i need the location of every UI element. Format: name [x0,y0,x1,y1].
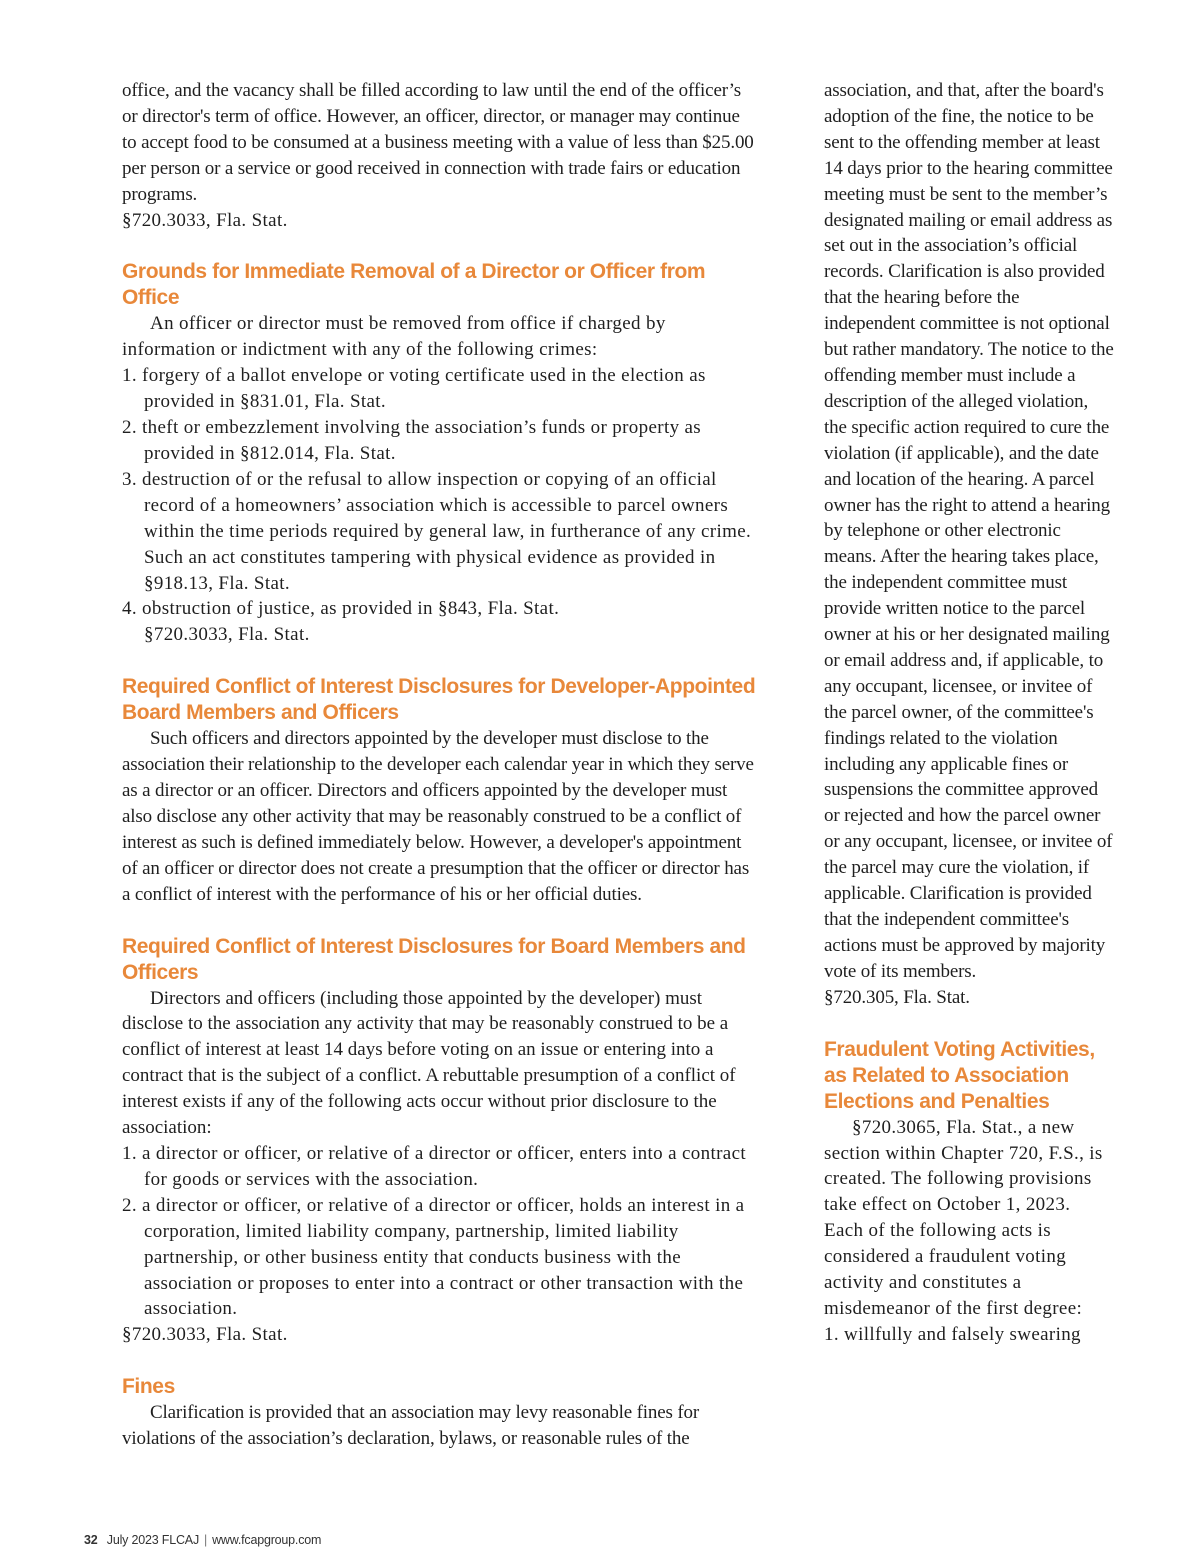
list-item: 1. a director or officer, or relative of a director or officer, enters into a contract for goods or services with the association. [122,1143,746,1190]
board-disclosure-heading: Required Conflict of Interest Disclosures for Board Members and Officers [122,934,746,984]
fraudulent-voting-paragraph: §720.3065, Fla. Stat., a new section within Chapter 720, F.S., is created. The following provisions take effect on October 1, 2023. Each of the following acts is considered a fraudulent voting activity and constitutes a misdemeanor of the first degree: [824,1116,1103,1319]
fines-heading: Fines [122,1375,175,1399]
list-item: 2. theft or embezzlement involving the association’s funds or property as provided in §812.014, Fla. Stat. [122,417,702,464]
board-disclosure-citation: §720.3033, Fla. Stat. [122,1324,288,1346]
developer-disclosure-paragraph: Such officers and directors appointed by the developer must disclose to the association their relationship to the developer each calendar year in which they serve as a director or an officer. Directors and officers appointed by the developer must also disclose any other activity that may be reasonably construed to be a conflict of interest as such is defined immediately below. However, a developer's appointment of an officer or director does not create a presumption that the officer or director has a conflict of interest with the performance of his or her official duties. [122,728,754,905]
list-item: 1. forgery of a ballot envelope or voting certificate used in the election as provided in §831.01, Fla. Stat. [122,365,706,413]
list-item: 2. a director or officer, or relative of a director or officer, holds an interest in a corporation, limited liability company, partnership, limited liability partnership, or other business entity that conducts business with the association or proposes to enter into a contract or other transaction with the association. [122,1194,745,1320]
issue-date: July 2023 [106,1533,159,1547]
fines-paragraph: Clarification is provided that an association may levy reasonable fines for violations of the association’s declaration, bylaws, or reasonable rules of the [122,1402,700,1450]
developer-disclosure-heading: Required Conflict of Interest Disclosures for Developer-Appointed Board Members and Officers [122,675,756,725]
publication-name: FLCAJ [161,1533,199,1547]
page-footer [84,1533,321,1547]
website-link[interactable]: www.fcapgroup.com [212,1533,322,1547]
right-column [824,78,1114,1348]
page-number: 32 [84,1533,98,1547]
list-item: 3. destruction of or the refusal to allow inspection or copying of an official record of a homeowners’ association which is accessible to parcel owners within the time periods required by general law, in furtherance of any crime. Such an act constitutes tampering with physical evidence as provided in §918.13, Fla. Stat. [122,468,752,594]
removal-paragraph: An officer or director must be removed from office if charged by information or indictment with any of the following crimes: [122,313,666,361]
fines-continued-paragraph: association, and that, after the board's adoption of the fine, the notice to be sent to the offending member at least 14 days prior to the hearing committee meeting must be sent to the member’s designated mailing or email address as set out in the association’s official records. Clarification is also provided that the hearing before the independent committee is not optional but rather mandatory. The notice to the offending member must include a description of the alleged violation, the specific action required to cure the violation (if applicable), and the date and location of the hearing. A parcel owner has the right to attend a hearing by telephone or other electronic means. After the hearing takes place, the independent committee must provide written notice to the parcel owner at his or her designated mailing or email address and, if applicable, to any occupant, licensee, or invitee of the parcel owner, of the committee's findings related to the violation including any applicable fines or suspensions the committee approved or rejected and how the parcel owner or any occupant, licensee, or invitee of the parcel may cure the violation, if applicable. Clarification is provided that the independent committee's actions must be approved by majority vote of its members. [824,80,1114,982]
left-column [122,78,758,1452]
fraudulent-voting-heading: Fraudulent Voting Activities, as Related to Association Elections and Penalties [824,1037,1095,1113]
removal-citation: §720.3033, Fla. Stat. [144,624,310,646]
fines-citation: §720.305, Fla. Stat. [824,986,970,1008]
list-item: 1. willfully and falsely swearing [824,1323,1081,1345]
footer-separator: | [204,1533,208,1547]
board-disclosure-paragraph: Directors and officers (including those appointed by the developer) must disclose to the association any activity that may be reasonably construed to be a conflict of interest at least 14 days before voting on an issue or entering into a contract that is the subject of a conflict. A rebuttable presumption of a conflict of interest exists if any of the following acts occur without prior disclosure to the association: [122,987,736,1139]
intro-citation: §720.3033, Fla. Stat. [122,209,288,231]
removal-heading: Grounds for Immediate Removal of a Director or Officer from Office [122,260,706,310]
list-item: 4. obstruction of justice, as provided in §843, Fla. Stat. [122,598,560,620]
intro-paragraph: office, and the vacancy shall be filled according to law until the end of the officer’s or director's term of office. However, an officer, director, or manager may continue to accept food to be consumed at a business meeting with a value of less than $25.00 per person or a service or good received in connection with trade fairs or education programs. [122,80,754,205]
